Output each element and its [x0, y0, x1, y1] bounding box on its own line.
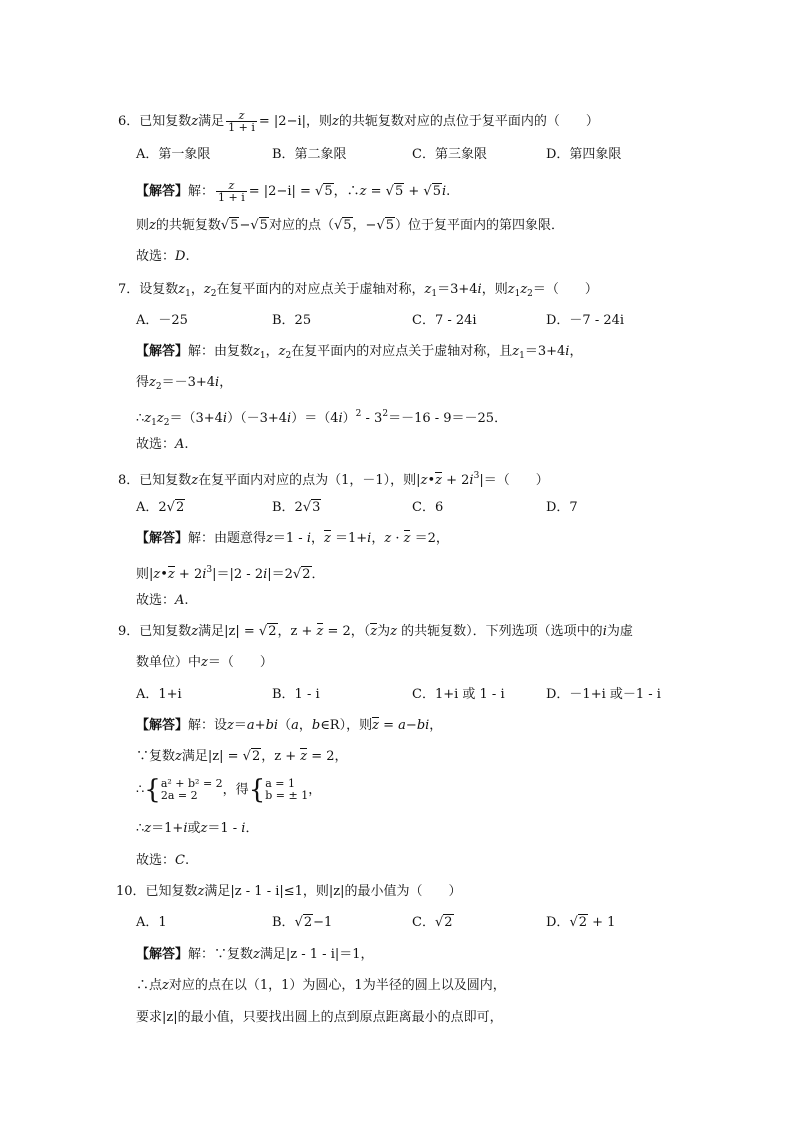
q6-option-c: C．第三象限 — [412, 147, 487, 162]
q10-option-a: A．1 — [136, 915, 167, 930]
equation-system-1: a² + b² = 2 2a = 2 — [160, 777, 223, 802]
q7-option-a: A．－25 — [136, 313, 188, 328]
q7-option-b: B．25 — [272, 313, 312, 328]
q6-stem: 6．已知复数z满足 $\frac{z}{1 + i}$ = |2−i|，则z的共轭复数对应的点位于复平面内的（ ） — [118, 109, 599, 134]
q9-choice: 故选：C. — [136, 853, 190, 868]
q10-option-d: D．√2 + 1 — [546, 915, 616, 930]
q8-stem: 8．已知复数z在复平面内对应的点为（1，－1），则|z•z + $2i^3|=$（ ） — [118, 471, 549, 488]
q6-option-b: B．第二象限 — [272, 147, 347, 162]
q6-answer-line-2: 则z的共轭复数√5−√5对应的点（√5，−√5）位于复平面内的第四象限． — [136, 218, 565, 233]
q8-option-a: A．2√2 — [136, 500, 185, 515]
q9-answer-line-4: ∴z＝1+i或z＝1 - i． — [136, 821, 259, 836]
q9-option-c: C．1+i 或 1 - i — [412, 687, 505, 702]
q9-option-d: D．－1+i 或－1 - i — [546, 687, 661, 702]
q7-choice: 故选：A. — [136, 437, 189, 452]
q9-option-b: B．1 - i — [272, 687, 320, 702]
q7-option-d: D．－7 - 24i — [546, 313, 625, 328]
q9-answer-line-3: ∴{ a² + b² = 2 2a = 2 ，得{ a = 1 b = ± 1 ， — [136, 775, 322, 805]
q10-answer-line-2: ∴点z对应的点在以（1，1）为圆心，1为半径的圆上以及圆内， — [136, 978, 506, 993]
q8-choice: 故选：A. — [136, 593, 189, 608]
q9-answer-line-2: ∵复数z满足|z| = √2，z + z = 2， — [136, 749, 348, 764]
q6-choice: 故选：D. — [136, 249, 190, 264]
q9-stem-line-2: 数单位）中z＝（ ） — [136, 655, 273, 670]
q6-option-a: A．第一象限 — [136, 147, 211, 162]
q10-answer-line-3: 要求|z|的最小值，只要找出圆上的点到原点距离最小的点即可， — [136, 1010, 503, 1025]
left-brace-icon: { — [144, 775, 161, 805]
q8-option-d: D．7 — [546, 500, 578, 515]
q7-answer-line-2: 得$z_2=-3+4i$， — [136, 375, 233, 392]
q6-fraction: $\frac{z}{1 + i}$ — [228, 109, 255, 134]
q6-answer-line-1: 【解答】解： $\frac{z}{1 + i}$ = |2−i| = √5，∴z = √5 + √5i. — [136, 179, 451, 204]
q7-answer-line-1: 【解答】解：由复数$z_1$，$z_2$在复平面内的对应点关于虚轴对称，且$z_1=3+4i$， — [136, 344, 583, 361]
q9-option-a: A．1+i — [136, 687, 182, 702]
q6-option-d: D．第四象限 — [546, 147, 622, 162]
equation-system-2: a = 1 b = ± 1 — [265, 777, 309, 802]
q8-option-c: C．6 — [412, 500, 444, 515]
q8-answer-line-2: 则|z•z + $2i^3|=|2 - 2i|=2√2$． — [136, 565, 325, 582]
q10-option-c: C．√2 — [412, 915, 453, 930]
q10-option-b: B．√2−1 — [272, 915, 333, 930]
q8-option-b: B．2√3 — [272, 500, 321, 515]
q10-answer-line-1: 【解答】解：∵复数z满足|z - 1 - i|＝1， — [136, 947, 374, 962]
q9-answer-line-1: 【解答】解：设z＝a+bi（a，b∈R），则z = a−bi， — [136, 718, 443, 733]
q8-answer-line-1: 【解答】解：由题意得z＝1 - i，z ＝1+i，z · z ＝2， — [136, 531, 449, 546]
q10-stem: 10．已知复数z满足|z - 1 - i|≤1，则|z|的最小值为（ ） — [116, 884, 462, 899]
q7-option-c: C．7 - 24i — [412, 313, 477, 328]
left-brace-icon: { — [248, 775, 266, 805]
q9-stem-line-1: 9．已知复数z满足|z| = √2，z + z = 2，（z为z 的共轭复数）．下列选项（选项中的i为虚 — [118, 624, 633, 639]
q7-answer-line-3: $\therefore z_1z_2=(3+4i)(-3+4i)=(4i)^2 - 3^2=-16 - 9=-25$． — [136, 409, 508, 428]
q7-stem: 7．设复数$z_1$，$z_2$在复平面内的对应点关于虚轴对称，$z_1=3+4i$，则$z_1z_2=$（ ） — [118, 282, 598, 299]
